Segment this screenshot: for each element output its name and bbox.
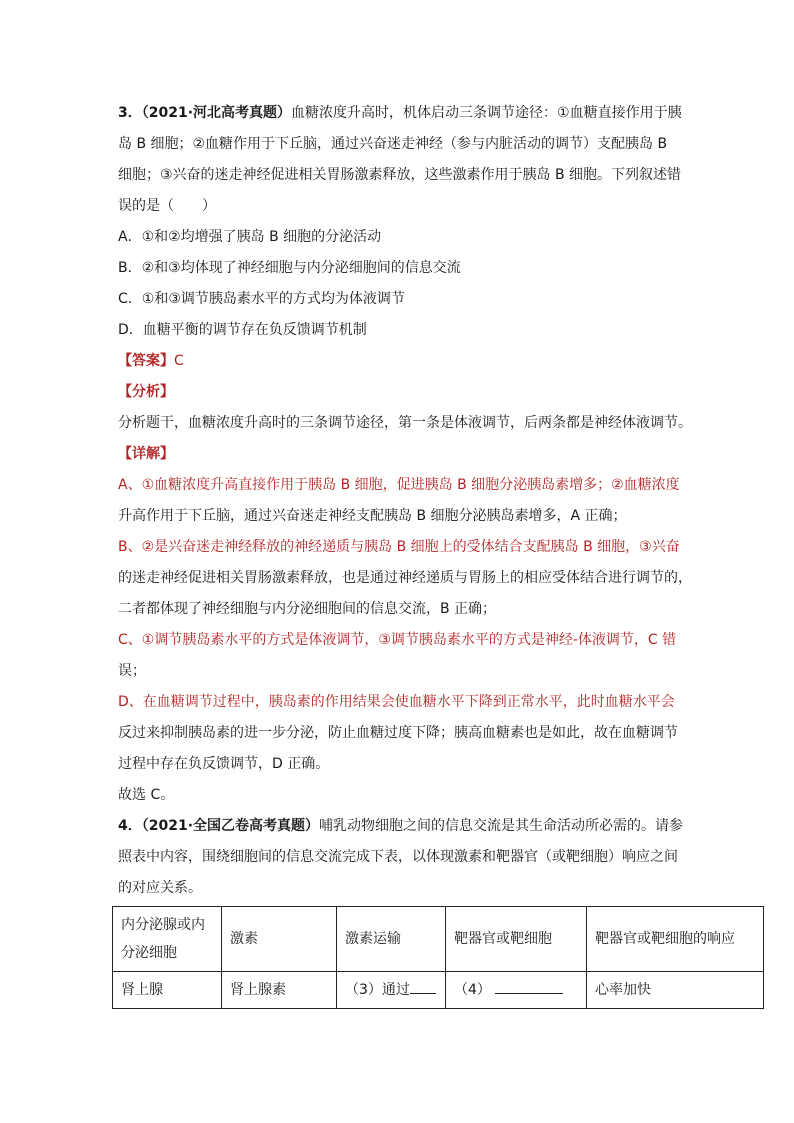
table-cell: 肾上腺素 bbox=[222, 972, 337, 1009]
table-row bbox=[113, 972, 764, 1009]
detail-d-line-2: 反过来抑制胰岛素的进一步分泌，防止血糖过度下降；胰高血糖素也是如此，故在血糖调节 bbox=[118, 725, 678, 741]
table-header-cell: 内分泌腺或内分泌细胞 bbox=[113, 907, 222, 972]
q3-prefix: 3．（2021·河北高考真题） bbox=[118, 105, 292, 121]
analysis-text: 分析题干，血糖浓度升高时的三条调节途径，第一条是体液调节，后两条都是神经体液调节。 bbox=[118, 415, 692, 431]
hormone-table bbox=[112, 906, 764, 1009]
analysis-label: 【分析】 bbox=[118, 384, 174, 400]
q3-option-d: D．血糖平衡的调节存在负反馈调节机制 bbox=[118, 322, 367, 338]
detail-a-line-1: A、①血糖浓度升高直接作用于胰岛 B 细胞，促进胰岛 B 细胞分泌胰岛素增多；②血糖浓度 bbox=[118, 477, 680, 493]
detail-b-line-3: 二者都体现了神经细胞与内分泌细胞间的信息交流，B 正确； bbox=[118, 601, 497, 617]
q3-stem-line-2: 岛 B 细胞；②血糖作用于下丘脑，通过兴奋迷走神经（参与内脏活动的调节）支配胰岛 B bbox=[118, 136, 668, 152]
table-header-cell: 激素运输 bbox=[337, 907, 446, 972]
detail-d-line-3: 过程中存在负反馈调节，D 正确。 bbox=[118, 756, 330, 772]
question-content bbox=[118, 98, 692, 904]
detail-a-line-2: 升高作用于下丘脑，通过兴奋迷走神经支配胰岛 B 细胞分泌胰岛素增多，A 正确； bbox=[118, 508, 627, 524]
q3-option-a: A．①和②均增强了胰岛 B 细胞的分泌活动 bbox=[118, 229, 382, 245]
q3-option-c: C．①和③调节胰岛素水平的方式均为体液调节 bbox=[118, 291, 405, 307]
table-header-cell: 靶器官或靶细胞的响应 bbox=[587, 907, 764, 972]
q3-option-b: B．②和③均体现了神经细胞与内分泌细胞间的信息交流 bbox=[118, 260, 461, 276]
table-cell: 心率加快 bbox=[587, 972, 764, 1009]
q3-stem-line-3: 细胞；③兴奋的迷走神经促进相关胃肠激素释放，这些激素作用于胰岛 B 细胞。下列叙述错 bbox=[118, 167, 682, 183]
detail-b-line-1: B、②是兴奋迷走神经释放的神经递质与胰岛 B 细胞上的受体结合支配胰岛 B 细胞，③兴奋 bbox=[118, 539, 680, 555]
table-header-cell: 靶器官或靶细胞 bbox=[446, 907, 587, 972]
table-cell: 肾上腺 bbox=[113, 972, 222, 1009]
detail-c-line-2: 误； bbox=[118, 663, 146, 679]
q3-answer bbox=[118, 346, 678, 377]
table-header-row bbox=[113, 907, 764, 972]
fill-blank-3[interactable] bbox=[410, 977, 436, 994]
detail-label: 【详解】 bbox=[118, 446, 174, 462]
table-header-cell: 激素 bbox=[222, 907, 337, 972]
answer-value: C bbox=[174, 353, 184, 369]
detail-d-line-1: D、在血糖调节过程中，胰岛素的作用结果会使血糖水平下降到正常水平，此时血糖水平会 bbox=[118, 694, 675, 710]
fill-blank-4[interactable] bbox=[495, 977, 563, 994]
q4-prefix: 4．（2021·全国乙卷高考真题） bbox=[118, 818, 320, 834]
q3-stem-line-4: 误的是（ ） bbox=[118, 198, 216, 214]
q4-stem-line-3: 的对应关系。 bbox=[118, 880, 202, 896]
detail-c-line-1: C、①调节胰岛素水平的方式是体液调节，③调节胰岛素水平的方式是神经-体液调节，C 错 bbox=[118, 632, 677, 648]
table-cell: （3）通过 bbox=[337, 972, 446, 1009]
q3-stem-line-1: 3．（2021·河北高考真题）血糖浓度升高时，机体启动三条调节途径：①血糖直接作用于胰 bbox=[118, 105, 682, 121]
q4-stem-line-1: 4．（2021·全国乙卷高考真题）哺乳动物细胞之间的信息交流是其生命活动所必需的。请参 bbox=[118, 818, 684, 834]
table-cell: （4） bbox=[446, 972, 587, 1009]
conclusion: 故选 C。 bbox=[118, 787, 175, 803]
q4-stem-line-2: 照表中内容，围绕细胞间的信息交流完成下表，以体现激素和靶器官（或靶细胞）响应之间 bbox=[118, 849, 678, 865]
answer-label: 【答案】 bbox=[118, 353, 174, 369]
detail-b-line-2: 的迷走神经促进相关胃肠激素释放，也是通过神经递质与胃肠上的相应受体结合进行调节的， bbox=[118, 570, 692, 586]
